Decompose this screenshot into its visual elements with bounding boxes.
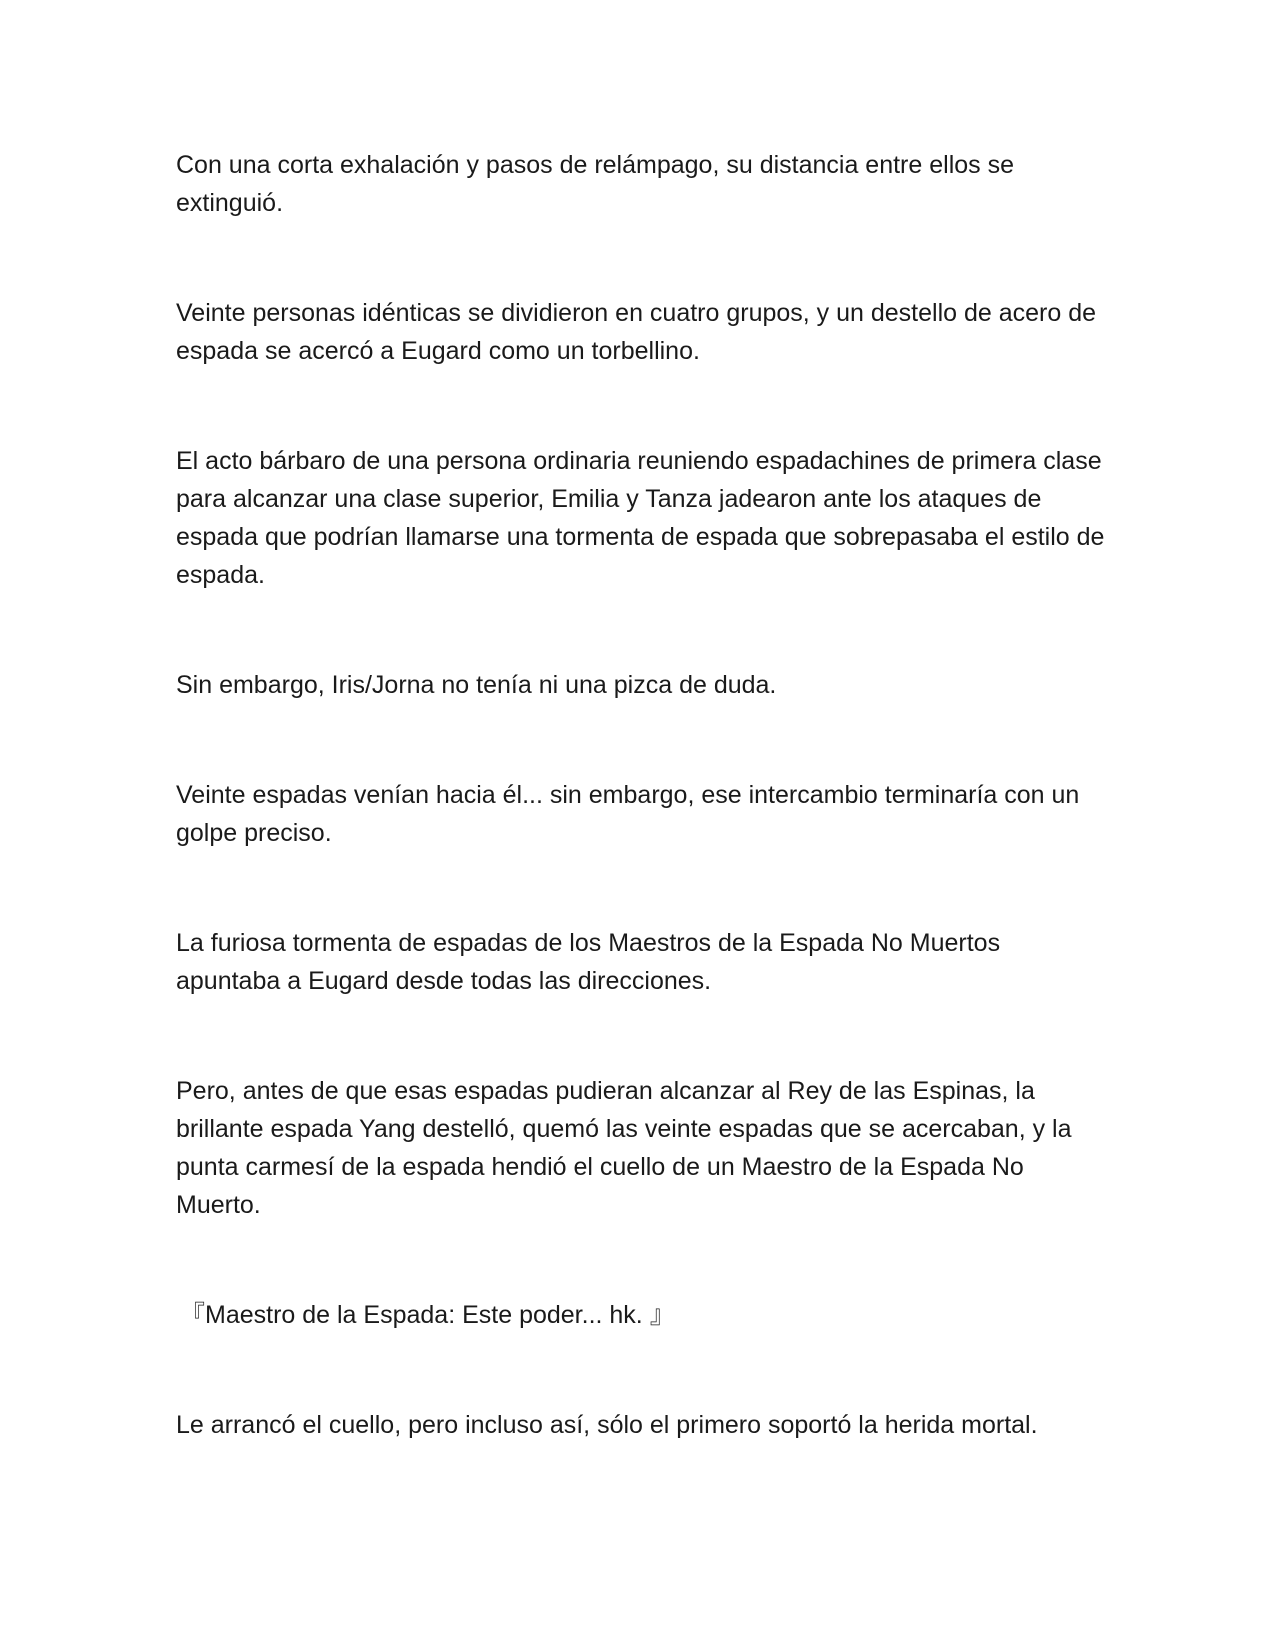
paragraph-7: Pero, antes de que esas espadas pudieran alcanzar al Rey de las Espinas, la brillante espada Yang destelló, quemó las veinte espadas que se acercaban, y la punta carmesí de la espada hendió el cuello de un Maestro de la Espada No Muerto. <box>176 1077 1072 1219</box>
paragraph-gap <box>176 704 1106 776</box>
paragraph-gap <box>176 370 1106 442</box>
paragraph-4: Sin embargo, Iris/Jorna no tenía ni una pizca de duda. <box>176 671 777 699</box>
paragraph-gap <box>176 594 1106 666</box>
paragraph-1: Con una corta exhalación y pasos de relámpago, su distancia entre ellos se extinguió. <box>176 151 1015 217</box>
paragraph-3: El acto bárbaro de una persona ordinaria reuniendo espadachines de primera clase para alcanzar una clase superior, Emilia y Tanza jadearon ante los ataques de espada que podrían llamarse una tormenta de espada que sobrepasaba el estilo de espada. <box>176 447 1105 589</box>
paragraph-gap <box>176 1334 1106 1406</box>
paragraph-gap <box>176 1224 1106 1296</box>
paragraph-2: Veinte personas idénticas se dividieron en cuatro grupos, y un destello de acero de espada se acercó a Eugard como un torbellino. <box>176 299 1097 365</box>
paragraph-gap <box>176 222 1106 294</box>
paragraph-6: La furiosa tormenta de espadas de los Maestros de la Espada No Muertos apuntaba a Eugard desde todas las direcciones. <box>176 929 1001 995</box>
paragraph-5: Veinte espadas venían hacia él... sin embargo, ese intercambio terminaría con un golpe preciso. <box>176 781 1080 847</box>
dialogue-line: 『Maestro de la Espada: Este poder... hk. 』 <box>180 1301 675 1329</box>
paragraph-9: Le arrancó el cuello, pero incluso así, sólo el primero soportó la herida mortal. <box>176 1411 1038 1439</box>
paragraph-gap <box>176 1000 1106 1072</box>
paragraph-gap <box>176 852 1106 924</box>
text-column <box>176 146 1106 1444</box>
